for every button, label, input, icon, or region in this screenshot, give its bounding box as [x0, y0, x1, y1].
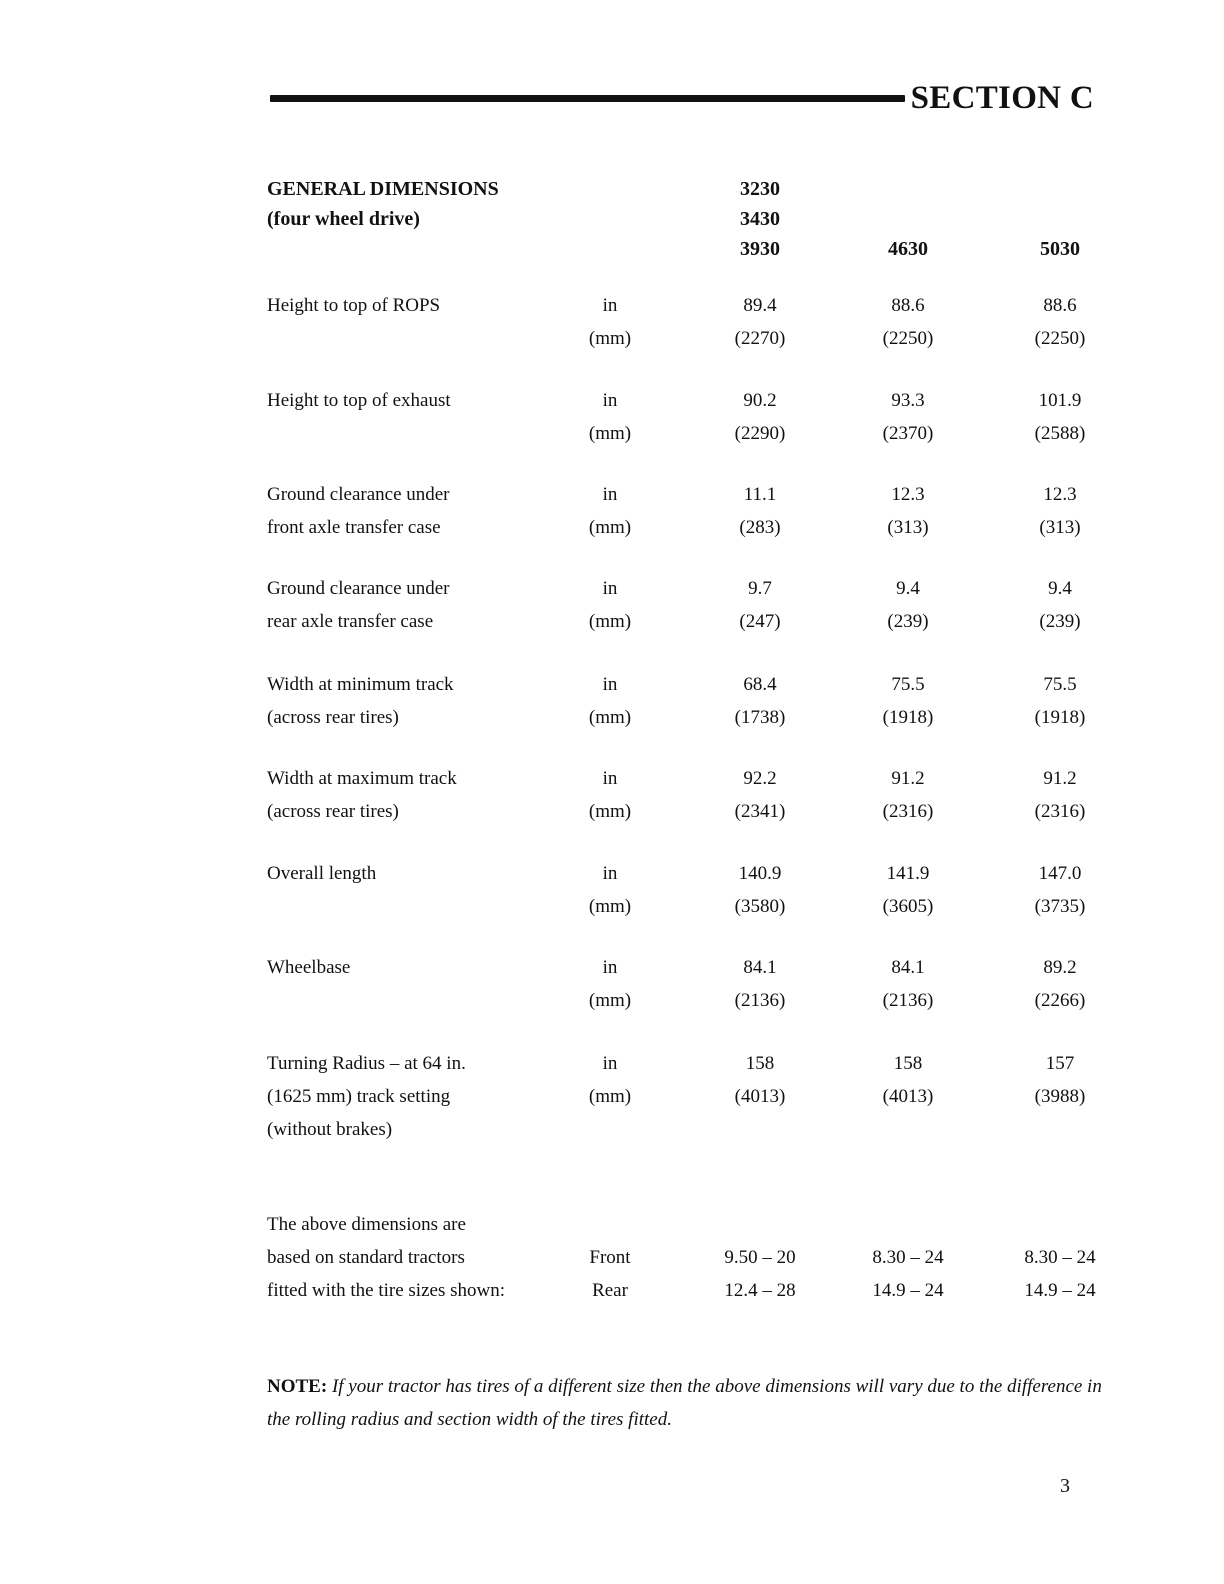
- value-cell: 89.2: [1043, 957, 1077, 978]
- value-cell: (2588): [1034, 423, 1086, 444]
- tire-position: Front: [589, 1247, 631, 1268]
- row-label: Overall length: [267, 863, 377, 884]
- row-label: (1625 mm) track setting: [267, 1086, 451, 1107]
- value-cell: 140.9: [738, 863, 782, 884]
- tires-label: based on standard tractors: [267, 1247, 465, 1268]
- value-cell: (283): [739, 517, 781, 538]
- value-cell: 90.2: [743, 390, 777, 411]
- unit-label: (mm): [588, 517, 632, 538]
- value-cell: 84.1: [743, 957, 777, 978]
- value-cell: (313): [1039, 517, 1081, 538]
- model-header: 3230: [740, 178, 780, 200]
- value-cell: 75.5: [891, 674, 925, 695]
- value-cell: 93.3: [891, 390, 925, 411]
- row-label: (across rear tires): [267, 707, 399, 728]
- value-cell: (1918): [1034, 707, 1086, 728]
- note-body: If your tractor has tires of a different size then the above dimensions will vary due to the difference in the rolling radius and section width of the tires fitted.: [267, 1376, 1102, 1430]
- row-label: (across rear tires): [267, 801, 399, 822]
- value-cell: (2270): [734, 328, 786, 349]
- value-cell: (3580): [734, 896, 786, 917]
- tires-label: fitted with the tire sizes shown:: [267, 1280, 505, 1301]
- tire-size: 8.30 – 24: [872, 1247, 944, 1268]
- row-label: Height to top of exhaust: [267, 390, 451, 411]
- section-title: SECTION C: [910, 80, 1094, 116]
- row-label: Wheelbase: [267, 957, 351, 978]
- tire-size: 14.9 – 24: [1024, 1280, 1096, 1301]
- value-cell: 9.7: [748, 578, 772, 599]
- row-label: Width at minimum track: [267, 674, 454, 695]
- tire-size: 8.30 – 24: [1024, 1247, 1096, 1268]
- heading-subtitle: (four wheel drive): [267, 208, 420, 230]
- value-cell: (239): [1039, 611, 1081, 632]
- note-lead: NOTE:: [267, 1376, 328, 1397]
- model-header: 4630: [888, 238, 928, 260]
- row-label: Turning Radius – at 64 in.: [267, 1053, 466, 1074]
- value-cell: (2370): [882, 423, 934, 444]
- value-cell: 12.3: [1043, 484, 1077, 505]
- value-cell: (2290): [734, 423, 786, 444]
- unit-label: in: [602, 390, 618, 411]
- value-cell: (247): [739, 611, 781, 632]
- value-cell: 101.9: [1038, 390, 1082, 411]
- row-label: rear axle transfer case: [267, 611, 434, 632]
- value-cell: (2250): [1034, 328, 1086, 349]
- tire-size: 14.9 – 24: [872, 1280, 944, 1301]
- value-cell: 75.5: [1043, 674, 1077, 695]
- row-label: Width at maximum track: [267, 768, 457, 789]
- note: [267, 1370, 1127, 1436]
- value-cell: (1738): [734, 707, 786, 728]
- value-cell: (3605): [882, 896, 934, 917]
- row-label: Height to top of ROPS: [267, 295, 441, 316]
- value-cell: 147.0: [1038, 863, 1082, 884]
- value-cell: 89.4: [743, 295, 777, 316]
- value-cell: (2250): [882, 328, 934, 349]
- tires-label: The above dimensions are: [267, 1214, 466, 1235]
- unit-label: (mm): [588, 1086, 632, 1107]
- value-cell: (2341): [734, 801, 786, 822]
- value-cell: (2316): [1034, 801, 1086, 822]
- value-cell: 9.4: [896, 578, 920, 599]
- unit-label: in: [602, 957, 618, 978]
- value-cell: 11.1: [743, 484, 777, 505]
- unit-label: (mm): [588, 801, 632, 822]
- value-cell: 158: [745, 1053, 775, 1074]
- row-label: Ground clearance under: [267, 484, 450, 505]
- value-cell: 158: [893, 1053, 923, 1074]
- value-cell: 157: [1045, 1053, 1075, 1074]
- value-cell: (3735): [1034, 896, 1086, 917]
- value-cell: (2136): [882, 990, 934, 1011]
- unit-label: (mm): [588, 328, 632, 349]
- value-cell: 92.2: [743, 768, 777, 789]
- unit-label: in: [602, 484, 618, 505]
- row-label: front axle transfer case: [267, 517, 441, 538]
- value-cell: (2316): [882, 801, 934, 822]
- value-cell: (239): [887, 611, 929, 632]
- tire-position: Rear: [592, 1280, 628, 1301]
- unit-label: in: [602, 863, 618, 884]
- value-cell: 91.2: [891, 768, 925, 789]
- value-cell: 88.6: [1043, 295, 1077, 316]
- value-cell: 68.4: [743, 674, 777, 695]
- unit-label: in: [602, 1053, 618, 1074]
- model-header: 3430: [740, 208, 780, 230]
- value-cell: (3988): [1034, 1086, 1086, 1107]
- unit-label: in: [602, 768, 618, 789]
- unit-label: (mm): [588, 611, 632, 632]
- value-cell: 88.6: [891, 295, 925, 316]
- value-cell: (1918): [882, 707, 934, 728]
- value-cell: 9.4: [1048, 578, 1072, 599]
- value-cell: (2136): [734, 990, 786, 1011]
- value-cell: (4013): [734, 1086, 786, 1107]
- unit-label: in: [602, 295, 618, 316]
- unit-label: in: [602, 674, 618, 695]
- tire-size: 12.4 – 28: [724, 1280, 796, 1301]
- heading-title: GENERAL DIMENSIONS: [267, 178, 499, 200]
- unit-label: in: [602, 578, 618, 599]
- value-cell: 84.1: [891, 957, 925, 978]
- unit-label: (mm): [588, 423, 632, 444]
- unit-label: (mm): [588, 990, 632, 1011]
- page-number: 3: [1060, 1475, 1070, 1497]
- unit-label: (mm): [588, 707, 632, 728]
- row-label: (without brakes): [267, 1119, 393, 1140]
- value-cell: (2266): [1034, 990, 1086, 1011]
- tire-size: 9.50 – 20: [724, 1247, 796, 1268]
- value-cell: 141.9: [886, 863, 930, 884]
- model-header: 5030: [1040, 238, 1080, 260]
- value-cell: (4013): [882, 1086, 934, 1107]
- model-header: 3930: [740, 238, 780, 260]
- value-cell: (313): [887, 517, 929, 538]
- unit-label: (mm): [588, 896, 632, 917]
- row-label: Ground clearance under: [267, 578, 450, 599]
- value-cell: 12.3: [891, 484, 925, 505]
- value-cell: 91.2: [1043, 768, 1077, 789]
